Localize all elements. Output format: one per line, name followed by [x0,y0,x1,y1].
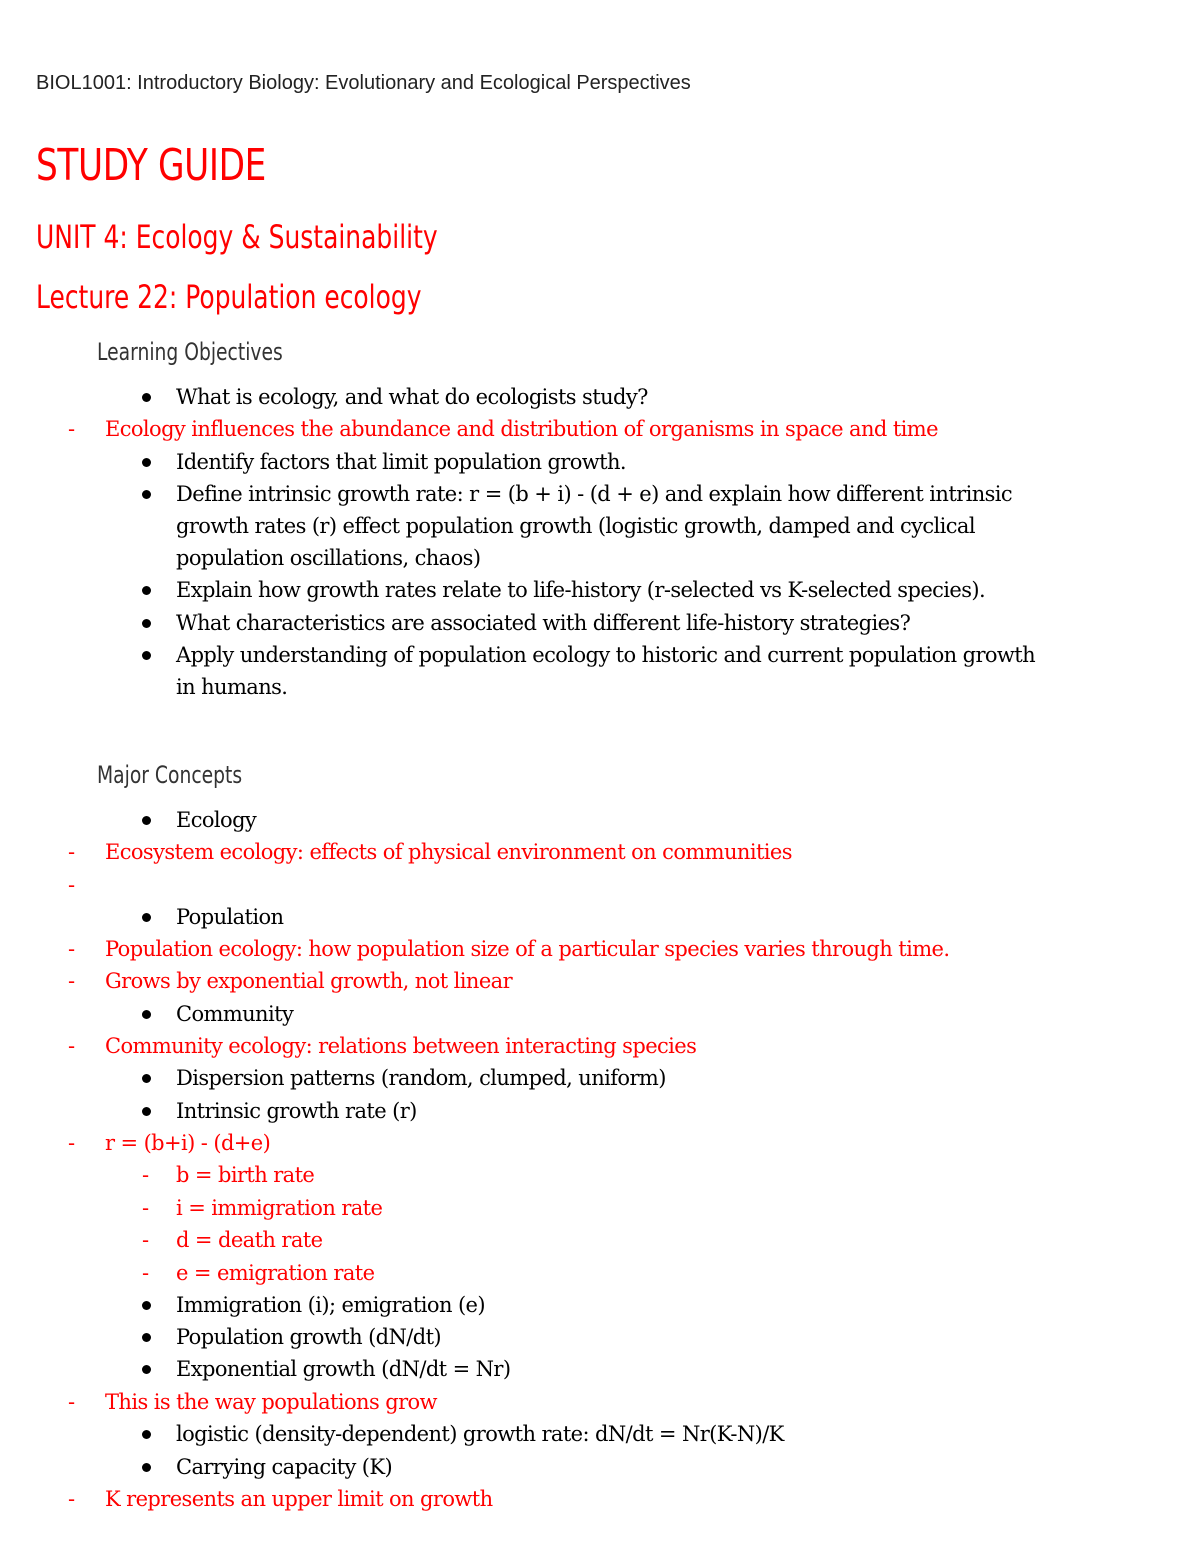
list-item-continuation: growth rates (r) effect population growth (logistic growth, damped and cyclical [176,514,975,538]
dash-marker: - [68,840,75,864]
list-item-text: Exponential growth (dN/dt = Nr) [176,1357,511,1381]
note-text: Grows by exponential growth, not linear [105,969,513,993]
bullet-icon [142,393,151,402]
bullet-icon [142,1430,151,1439]
list-item-text: Dispersion patterns (random, clumped, uniform) [176,1066,666,1090]
note-text: Population ecology: how population size of a particular species varies through time. [105,937,950,961]
note-text: Ecology influences the abundance and distribution of organisms in space and time [105,417,938,441]
dash-marker: - [68,417,75,441]
list-item-text: Population [176,905,284,929]
major-concepts-heading: Major Concepts [97,761,243,789]
dash-marker: - [142,1196,149,1220]
dash-marker: - [142,1163,149,1187]
dash-marker: - [68,1034,75,1058]
note-text: K represents an upper limit on growth [105,1487,493,1511]
dash-marker: - [142,1228,149,1252]
sub-note-text: d = death rate [176,1228,323,1252]
list-item-text: What characteristics are associated with different life-history strategies? [176,611,911,635]
bullet-icon [142,1074,151,1083]
sub-note-text: b = birth rate [176,1163,315,1187]
bullet-icon [142,816,151,825]
dash-marker: - [68,969,75,993]
list-item-continuation: in humans. [176,675,288,699]
bullet-icon [142,586,151,595]
dash-marker: - [68,1487,75,1511]
bullet-icon [142,458,151,467]
list-item-text: Immigration (i); emigration (e) [176,1293,485,1317]
bullet-icon [142,1463,151,1472]
page-title: STUDY GUIDE [36,140,266,191]
note-text: Ecosystem ecology: effects of physical environment on communities [105,840,792,864]
list-item-text: Carrying capacity (K) [176,1455,393,1479]
list-item-text: Identify factors that limit population growth. [176,450,626,474]
dash-marker: - [142,1261,149,1285]
list-item-text: Community [176,1002,294,1026]
bullet-icon [142,490,151,499]
note-text: This is the way populations grow [105,1390,437,1414]
dash-marker: - [68,1390,75,1414]
dash-marker: - [68,1131,75,1155]
sub-note-text: i = immigration rate [176,1196,383,1220]
lecture-heading: Lecture 22: Population ecology [36,278,422,316]
list-item-text: Population growth (dN/dt) [176,1325,442,1349]
note-text: r = (b+i) - (d+e) [105,1131,271,1155]
bullet-icon [142,619,151,628]
list-item-text: Explain how growth rates relate to life-history (r-selected vs K-selected species). [176,578,986,602]
bullet-icon [142,1010,151,1019]
course-title: BIOL1001: Introductory Biology: Evolutionary and Ecological Perspectives [36,72,691,94]
bullet-icon [142,1301,151,1310]
list-item-text: Apply understanding of population ecology to historic and current population growth [176,643,1036,667]
note-text: Community ecology: relations between interacting species [105,1034,697,1058]
list-item-text: logistic (density-dependent) growth rate: dN/dt = Nr(K-N)/K [176,1422,784,1446]
unit-heading: UNIT 4: Ecology & Sustainability [36,218,438,256]
dash-marker: - [68,937,75,961]
bullet-icon [142,651,151,660]
bullet-icon [142,913,151,922]
dash-marker: - [68,873,75,897]
list-item-text: Ecology [176,808,257,832]
list-item-continuation: population oscillations, chaos) [176,546,481,570]
list-item-text: Define intrinsic growth rate: r = (b + i) - (d + e) and explain how different intrinsic [176,482,1013,506]
bullet-icon [142,1365,151,1374]
learning-objectives-heading: Learning Objectives [97,338,283,366]
bullet-icon [142,1107,151,1116]
list-item-text: What is ecology, and what do ecologists study? [176,385,648,409]
bullet-icon [142,1333,151,1342]
list-item-text: Intrinsic growth rate (r) [176,1099,417,1123]
sub-note-text: e = emigration rate [176,1261,375,1285]
